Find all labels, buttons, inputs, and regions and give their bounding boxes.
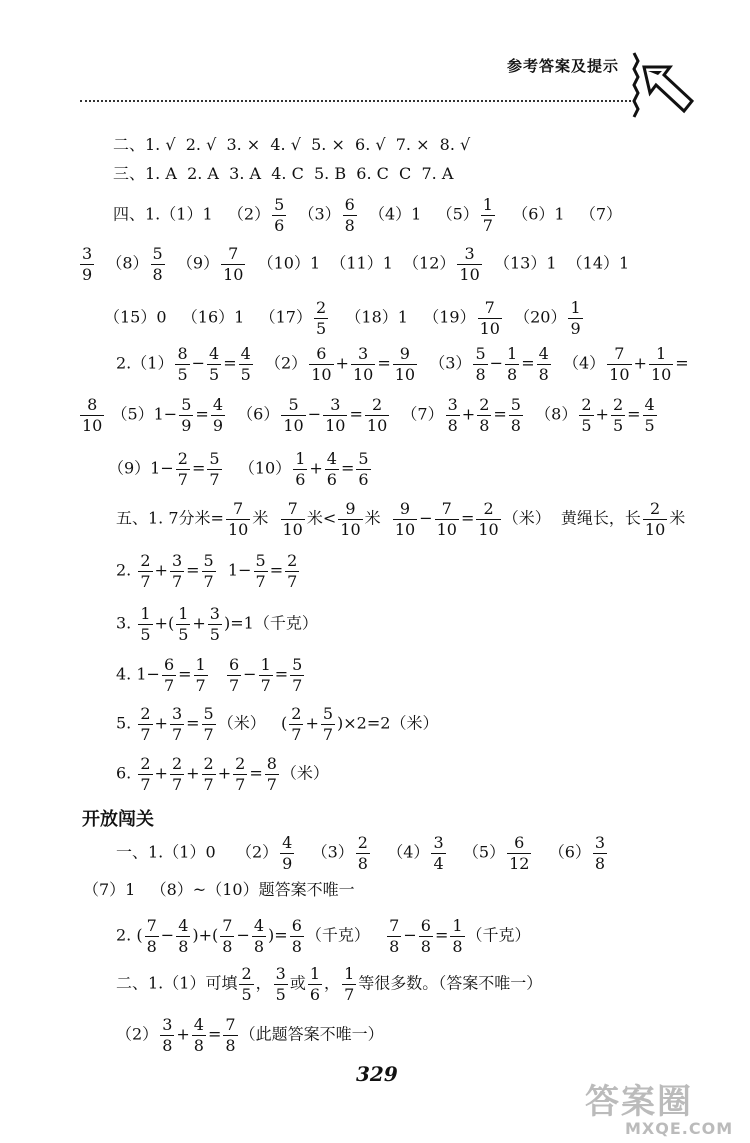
answer-line: 二、1.（1）可填 $\frac{2}{5}$ ， $\frac{3}{5}$ 或 $\frac{1}{6}$ ， $\frac{1}{7}$ 等很多数。（答案不唯一） [116, 964, 543, 1004]
answer-line: 一、1.（1）0 （2） $\frac{4}{9}$ （3） $\frac{2}{8}$ （4） $\frac{3}{4}$ （5） $\frac{6}{12}$ （6） $\frac{3}{8}$ [116, 833, 606, 873]
answer-line: $\frac{3}{9}$ （8） $\frac{5}{8}$ （9） $\frac{7}{10}$ （10）1 （11）1 （12） $\frac{3}{10}$ （13）1 （14）1 [82, 244, 630, 284]
watermark-url: MXQE.COM [625, 1119, 734, 1138]
section-title: 开放闯关 [82, 809, 154, 830]
answer-line: 3. $\frac{1}{5}$ +( $\frac{1}{5}$ + $\frac{3}{5}$ )=1（千克） [116, 604, 318, 644]
arrow-icon [630, 45, 695, 125]
answer-line: 二、1. √ 2. √ 3. × 4. √ 5. × 6. √ 7. × 8. √ [113, 135, 471, 154]
answer-line: 三、1. A 2. A 3. A 4. C 5. B 6. C C 7. A [113, 164, 454, 183]
header-title: 参考答案及提示 [507, 57, 620, 75]
watermark-text: 答案圈 [585, 1082, 693, 1122]
header-dotted-rule [80, 100, 635, 102]
page-number: 329 [356, 1062, 398, 1086]
answer-line: 五、1. 7分米= $\frac{7}{10}$ 米 $\frac{7}{10}$ 米< $\frac{9}{10}$ 米 $\frac{9}{10}$ − $\frac{7}{10}$ = $\frac{2}{10}$ （米） 黄绳长，长 $\frac{2}{10}$ 米 [116, 499, 686, 539]
answer-line: （15）0 （16）1 （17） $\frac{2}{5}$ （18）1 （19） $\frac{7}{10}$ （20） $\frac{1}{9}$ [104, 298, 581, 338]
answer-line: $\frac{8}{10}$ （5）1− $\frac{5}{9}$ = $\frac{4}{9}$ （6） $\frac{5}{10}$ − $\frac{3}{10}$ = $\frac{2}{10}$ （7） $\frac{3}{8}$ + $\frac{2}{8}$ = $\frac{5}{8}$ （8） $\frac{2}{5}$ + $\frac{2}{5}$ = $\frac{4}{5}$ [82, 395, 655, 435]
answer-line: 四、1.（1）1 （2） $\frac{5}{6}$ （3） $\frac{6}{8}$ （4）1 （5） $\frac{1}{7}$ （6）1 （7） [113, 195, 623, 235]
answer-line: 2. ( $\frac{7}{8}$ − $\frac{4}{8}$ )+( $\frac{7}{8}$ − $\frac{4}{8}$ )= $\frac{6}{8}$ （千克） $\frac{7}{8}$ − $\frac{6}{8}$ = $\frac{1}{8}$ （千克） [116, 916, 531, 956]
answer-line: 2. $\frac{2}{7}$ + $\frac{3}{7}$ = $\frac{5}{7}$ 1− $\frac{5}{7}$ = $\frac{2}{7}$ [116, 551, 298, 591]
answer-line: （7）1 （8）~（10）题答案不唯一 [83, 880, 355, 899]
answer-line: （9）1− $\frac{2}{7}$ = $\frac{5}{7}$ （10） $\frac{1}{6}$ + $\frac{4}{6}$ = $\frac{5}{6}$ [108, 449, 369, 489]
page-header [0, 0, 750, 115]
answer-line: （2） $\frac{3}{8}$ + $\frac{4}{8}$ = $\frac{7}{8}$ （此题答案不唯一） [116, 1015, 384, 1055]
answer-line: 5. $\frac{2}{7}$ + $\frac{3}{7}$ = $\frac{5}{7}$ （米） ( $\frac{2}{7}$ + $\frac{5}{7}$ )×2=2（米） [116, 704, 439, 744]
answer-line: 4. 1− $\frac{6}{7}$ = $\frac{1}{7}$ $\frac{6}{7}$ − $\frac{1}{7}$ = $\frac{5}{7}$ [116, 655, 303, 695]
answer-line: 6. $\frac{2}{7}$ + $\frac{2}{7}$ + $\frac{2}{7}$ + $\frac{2}{7}$ = $\frac{8}{7}$ （米） [116, 754, 329, 794]
answer-line: 2.（1） $\frac{8}{5}$ − $\frac{4}{5}$ = $\frac{4}{5}$ （2） $\frac{6}{10}$ + $\frac{3}{10}$ = $\frac{9}{10}$ （3） $\frac{5}{8}$ − $\frac{1}{8}$ = $\frac{4}{8}$ （4） $\frac{7}{10}$ + $\frac{1}{10}$ = [116, 344, 689, 384]
watermark [585, 1082, 734, 1138]
